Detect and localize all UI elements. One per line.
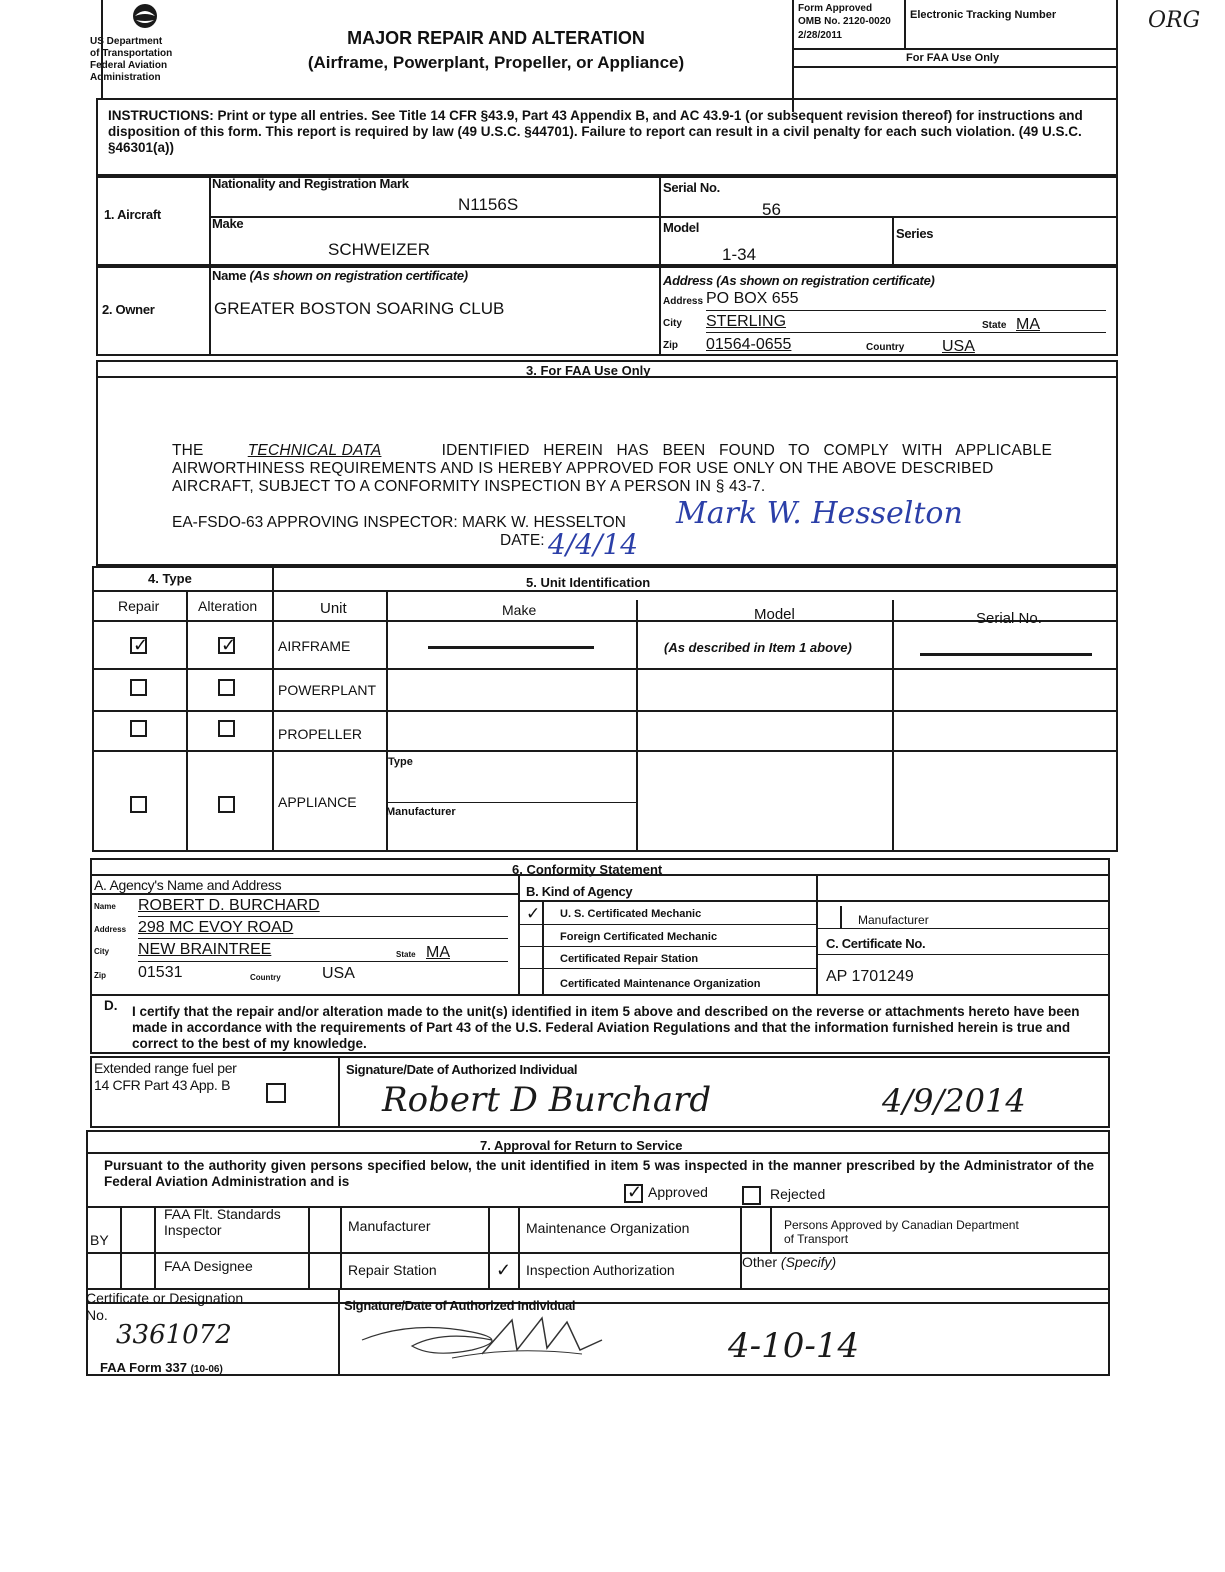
serial-label: Serial No. [663,180,720,195]
unit-appliance: APPLIANCE [278,794,357,810]
approved-checkbox[interactable] [624,1184,643,1203]
manufacturer-label: Manufacturer [348,1218,431,1234]
approval-sig-label: Signature/Date of Authorized Individual [344,1298,576,1313]
faa-flt-label: FAA Flt. Standards Inspector [164,1206,281,1238]
rule [520,924,816,925]
form-approved: Form Approved [798,3,873,14]
rule [154,1206,156,1288]
repair-station-label: Repair Station [348,1262,437,1278]
conformity-section-label: 6. Conformity Statement [512,862,663,877]
margin-note: ORG [1148,8,1201,33]
inspector-signature: Mark W. Hesselton [676,496,963,531]
tracking-label: Electronic Tracking Number [910,9,1057,21]
form-no: FAA Form 337 [100,1360,187,1375]
rule [816,876,818,994]
inspector-date: 4/4/14 [548,528,639,561]
rule [706,332,1106,333]
powerplant-repair-checkbox[interactable] [130,679,147,696]
rule [90,893,518,895]
rule [770,1206,772,1252]
rule [338,1056,340,1128]
header-right-rule [792,0,794,112]
statement-line-2: AIRWORTHINESS REQUIREMENTS AND IS HEREBY APPROVED FOR USE ONLY ON THE ABOVE DESCRIBED [172,460,994,477]
addr-label: Address [663,296,704,307]
owner-city-value: STERLING [706,313,787,330]
powerplant-alteration-checkbox[interactable] [218,679,235,696]
agency-city-label: City [94,947,110,956]
zip-label: Zip [663,340,678,351]
check-icon: ✓ [627,1182,643,1202]
statement-prefix: THE [172,442,204,459]
alteration-header: Alteration [198,598,258,614]
rule [272,566,274,852]
airframe-repair-checkbox[interactable] [130,637,147,654]
rule [308,1206,310,1288]
header-left-rule [101,0,103,98]
approval-cert-label: Certificate or Designation No. [86,1290,244,1323]
faa-use-section-label: 3. For FAA Use Only [526,363,651,378]
header-omb-rule [904,0,906,50]
rule [92,620,1118,622]
omb-date: 2/28/2011 [798,30,842,41]
rule [892,218,894,266]
extended-range-checkbox[interactable] [266,1083,286,1103]
rule [659,176,661,266]
make-label: Make [212,216,244,231]
kind-repair-station: Certificated Repair Station [560,953,699,965]
form-rev: (10-06) [190,1364,223,1375]
model-value: 1-34 [722,245,757,264]
header-faa-bottom [792,66,1118,68]
rule [488,1206,490,1288]
agency-state: MA [426,944,450,961]
rule [520,968,816,969]
rule [816,928,1110,929]
owner-address-value: PO BOX 655 [706,290,799,307]
cert-label: C. Certificate No. [826,936,926,951]
aircraft-label: 1. Aircraft [104,207,161,222]
approval-section-label: 7. Approval for Return to Service [480,1138,683,1153]
dot-logo [126,2,164,30]
series-label: Series [896,226,934,241]
rule [92,750,1118,752]
appliance-type-label: Type [388,756,413,768]
appliance-mfr-label: Manufacturer [386,806,456,818]
us-mechanic-check-icon[interactable]: ✓ [526,904,541,923]
inspection-auth-check-icon[interactable]: ✓ [496,1260,512,1280]
appliance-alteration-checkbox[interactable] [218,796,235,813]
other-specify: (Specify) [780,1254,837,1270]
country-label: Country [866,342,905,353]
cert-number: AP 1701249 [826,968,914,985]
owner-state-value: MA [1016,316,1040,333]
rule [816,954,1110,955]
rule [520,946,816,947]
faa-form-337 [86,0,1118,1380]
faa-statement [172,442,1052,496]
agency-country-label: Country [250,973,281,982]
certify-text: I certify that the repair and/or alteration made to the unit(s) identified in item 5 above and described on the reverse or attachments hereto have been made in accordance with the requirements of Part 43 of the U.S. Federal Aviation Regulations and that the information furnished herein is true and correct to the best of my knowledge. [132,1004,1080,1051]
header-omb-bottom [792,48,1118,50]
unit-header: Unit [320,600,347,617]
repair-header: Repair [118,598,160,614]
rule [518,1206,520,1288]
unit-airframe: AIRFRAME [278,638,351,654]
agency-name-label: Name [94,902,116,911]
kind-label: B. Kind of Agency [526,884,633,899]
rule [90,874,1110,876]
propeller-alteration-checkbox[interactable] [218,720,235,737]
rule [86,1252,1110,1254]
agency-address: 298 MC EVOY ROAD [138,919,294,936]
approval-cert-number: 3361072 [116,1320,232,1350]
rule [340,1206,342,1288]
nationality-label: Nationality and Registration Mark [212,176,409,191]
owner-name-value: GREATER BOSTON SOARING CLUB [214,299,505,318]
agency-state-label: State [396,950,416,959]
agency-country: USA [322,965,355,982]
city-label: City [663,318,682,329]
inspector-line: EA-FSDO-63 APPROVING INSPECTOR: MARK W. HESSELTON [172,514,626,531]
form-title [271,28,721,73]
other-text: Other [742,1254,778,1270]
unit-powerplant: POWERPLANT [278,682,377,698]
approved-label: Approved [648,1184,708,1200]
statement-rest: IDENTIFIED HEREIN HAS BEEN FOUND TO COMPLY WITH APPLICABLE [441,442,1052,459]
approval-signature-scribble [352,1310,652,1370]
airframe-model: (As described in Item 1 above) [664,640,852,655]
agency-line: Administration [90,72,161,83]
kind-foreign-mechanic: Foreign Certificated Mechanic [560,931,718,943]
agency-name: ROBERT D. BURCHARD [138,897,320,914]
model-label: Model [663,220,700,235]
rule [138,916,508,917]
extended-range-label: Extended range fuel per 14 CFR Part 43 App. B [94,1060,237,1093]
check-icon: ✓ [133,635,149,655]
technical-data-link: TECHNICAL DATA [247,442,382,459]
signature-icon [352,1310,652,1370]
rule [740,1206,742,1288]
agency-line: US Department [90,36,163,47]
rule [840,906,842,928]
omb-number: OMB No. 2120-0020 [798,16,891,27]
state-label: State [982,320,1007,331]
certify-letter: D. [104,998,118,1013]
rule [209,216,1118,218]
rule [636,600,638,852]
owner-name-label [212,268,468,283]
check-icon: ✓ [221,635,237,655]
nationality-value: N1156S [458,195,519,214]
rule [92,668,1118,670]
agency-line: Federal Aviation [90,60,168,71]
title-line-1: MAJOR REPAIR AND ALTERATION [347,28,645,48]
propeller-repair-checkbox[interactable] [130,720,147,737]
rule [706,310,1106,311]
canadian-label: Persons Approved by Canadian Department of Transport [784,1218,1019,1246]
faa-use-only: For FAA Use Only [906,52,1000,64]
owner-zip-value: 01564-0655 [706,336,792,353]
rule [138,961,508,962]
other-label [742,1254,836,1270]
rule [542,900,544,994]
rule [209,266,211,356]
unit-propeller: PROPELLER [278,726,363,742]
rule [518,876,520,994]
owner-name-label-text: Name [212,268,247,283]
rule [96,376,1118,378]
statement-line-3: AIRCRAFT, SUBJECT TO A CONFORMITY INSPECTION BY A PERSON IN § 43-7. [172,478,766,495]
agency-city: NEW BRAINTREE [138,941,272,958]
by-label: BY [90,1232,109,1248]
date-label: DATE: [500,532,545,549]
agency-line: of Transportation [90,48,173,59]
serial-header: Serial No. [976,610,1042,627]
owner-label: 2. Owner [102,302,155,317]
rule [92,710,1118,712]
airframe-serial-dash [920,653,1092,656]
rule [138,938,508,939]
kind-manufacturer: Manufacturer [858,913,929,927]
faa-designee-label: FAA Designee [164,1258,253,1274]
conformity-signature: Robert D Burchard [382,1080,712,1120]
rule [86,1152,1110,1154]
agency-label: A. Agency's Name and Address [94,877,282,893]
approval-sig-date: 4-10-14 [728,1326,860,1366]
agency-address-label: Address [94,925,127,934]
instructions-text: INSTRUCTIONS: Print or type all entries. See Title 14 CFR §43.9, Part 43 Appendix B, and AC 43.9-1 (or subsequent revision thereof) for instructions and disposition of this form. This report is required by law (49 U.S.C. §44701). Failure to report can result in a civil penalty for each such violation. (49 U.S.C. §46301(a)) [108,108,1083,155]
owner-country-value: USA [942,338,975,355]
rule [90,994,1110,996]
maint-org-label: Maintenance Organization [526,1220,690,1236]
kind-maint-org: Certificated Maintenance Organization [560,978,761,990]
rule [386,802,636,803]
agency-zip-label: Zip [94,971,106,980]
model-header: Model [754,606,795,623]
conformity-sig-date: 4/9/2014 [882,1082,1026,1120]
rule [92,590,1118,592]
rule [520,900,1110,902]
make-value: SCHWEIZER [328,240,430,259]
pursuant-text: Pursuant to the authority given persons specified below, the unit identified in item 5 was inspected in the manner prescribed by the Administrator of the Federal Aviation Administration and is [104,1158,1094,1189]
owner-name-note: (As shown on registration certificate) [249,268,468,283]
airframe-make-dash [428,646,594,649]
unit-section-label: 5. Unit Identification [526,575,651,590]
rule [892,600,894,852]
rule [659,266,661,356]
kind-us-mechanic: U. S. Certificated Mechanic [560,908,702,920]
inspection-auth-label: Inspection Authorization [526,1262,675,1278]
conformity-sig-label: Signature/Date of Authorized Individual [346,1062,578,1077]
rule [209,176,211,266]
appliance-repair-checkbox[interactable] [130,796,147,813]
title-line-2: (Airframe, Powerplant, Propeller, or Appliance) [307,53,685,72]
rule [186,592,188,852]
airframe-alteration-checkbox[interactable] [218,637,235,654]
agency-zip: 01531 [138,964,183,981]
rejected-checkbox[interactable] [742,1186,761,1205]
rejected-label: Rejected [770,1186,826,1202]
dot-logo-icon [126,2,164,30]
owner-address-label: Address (As shown on registration certificate) [663,273,935,288]
statement-line-1 [172,442,1052,460]
serial-value: 56 [762,200,781,219]
rule [120,1206,122,1288]
type-section-label: 4. Type [148,571,192,586]
make-header: Make [502,602,537,618]
form-number [100,1360,223,1375]
